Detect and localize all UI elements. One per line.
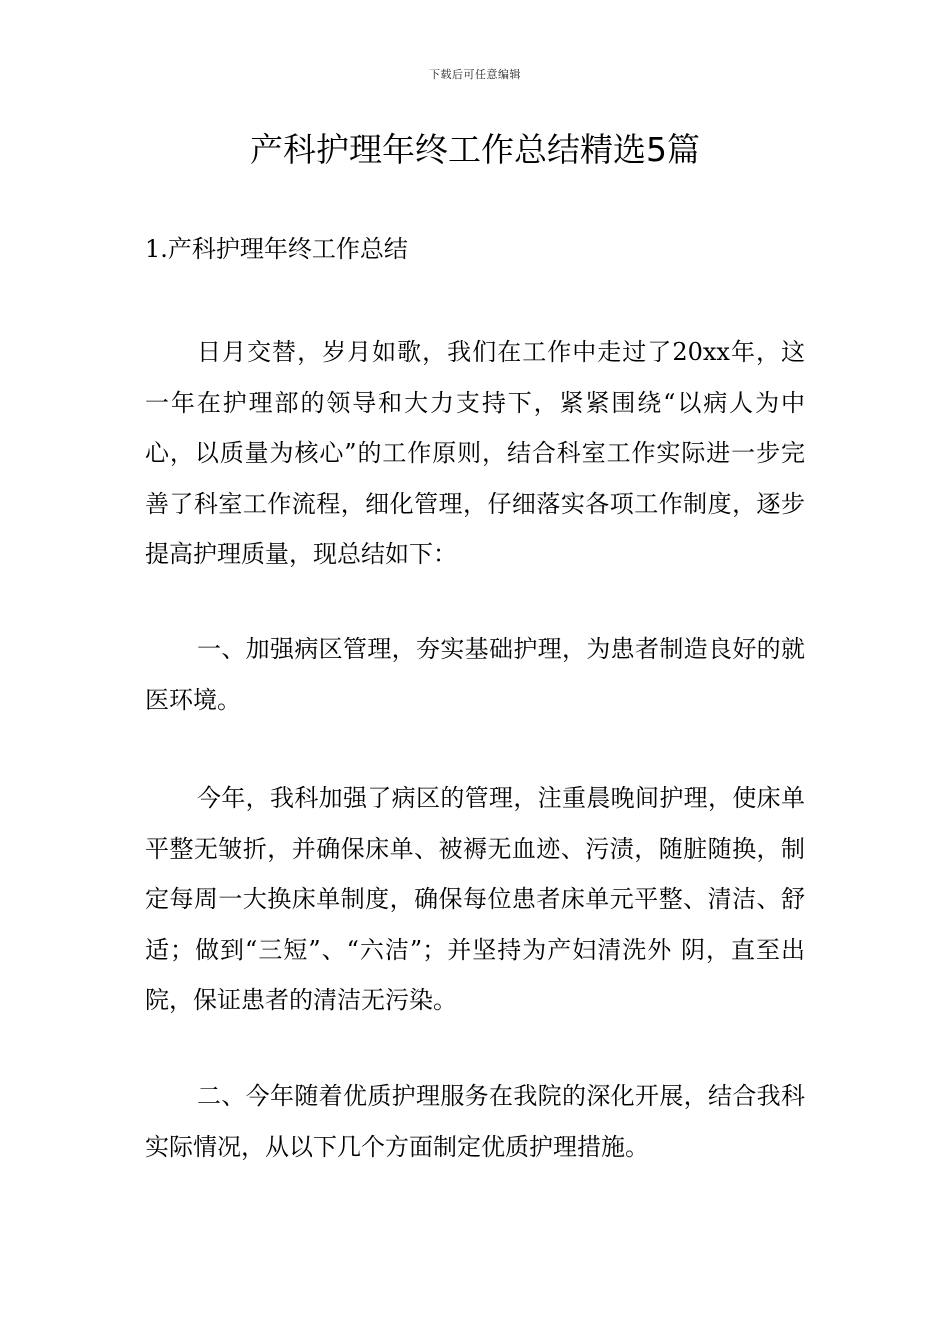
header-note: 下载后可任意编辑 [429, 68, 521, 81]
section-heading: 1.产科护理年终工作总结 [145, 235, 408, 263]
paragraph-point-one: 一、加强病区管理，夯实基础护理，为患者制造良好的就医环境。 [145, 635, 805, 714]
paragraph-ward-management: 今年，我科加强了病区的管理，注重晨晚间护理，使床单平整无皱折，并确保床单、被褥无血迹、污渍，随脏随换，制定每周一大换床单制度，确保每位患者床单元平整、清洁、舒适；做到“三短”、“六洁”；并坚持为产妇清洗外 阴，直至出院，保证患者的清洁无污染。 [145, 784, 805, 1014]
paragraph-intro: 日月交替，岁月如歌，我们在工作中走过了20xx年，这一年在护理部的领导和大力支持下，紧紧围绕“以病人为中心，以质量为核心”的工作原则，结合科室工作实际进一步完善了科室工作流程，细化管理，仔细落实各项工作制度，逐步提高护理质量，现总结如下： [145, 338, 805, 568]
paragraph-point-two: 二、今年随着优质护理服务在我院的深化开展，结合我科实际情况，从以下几个方面制定优质护理措施。 [145, 1082, 805, 1161]
document-title: 产科护理年终工作总结精选5篇 [250, 130, 700, 169]
